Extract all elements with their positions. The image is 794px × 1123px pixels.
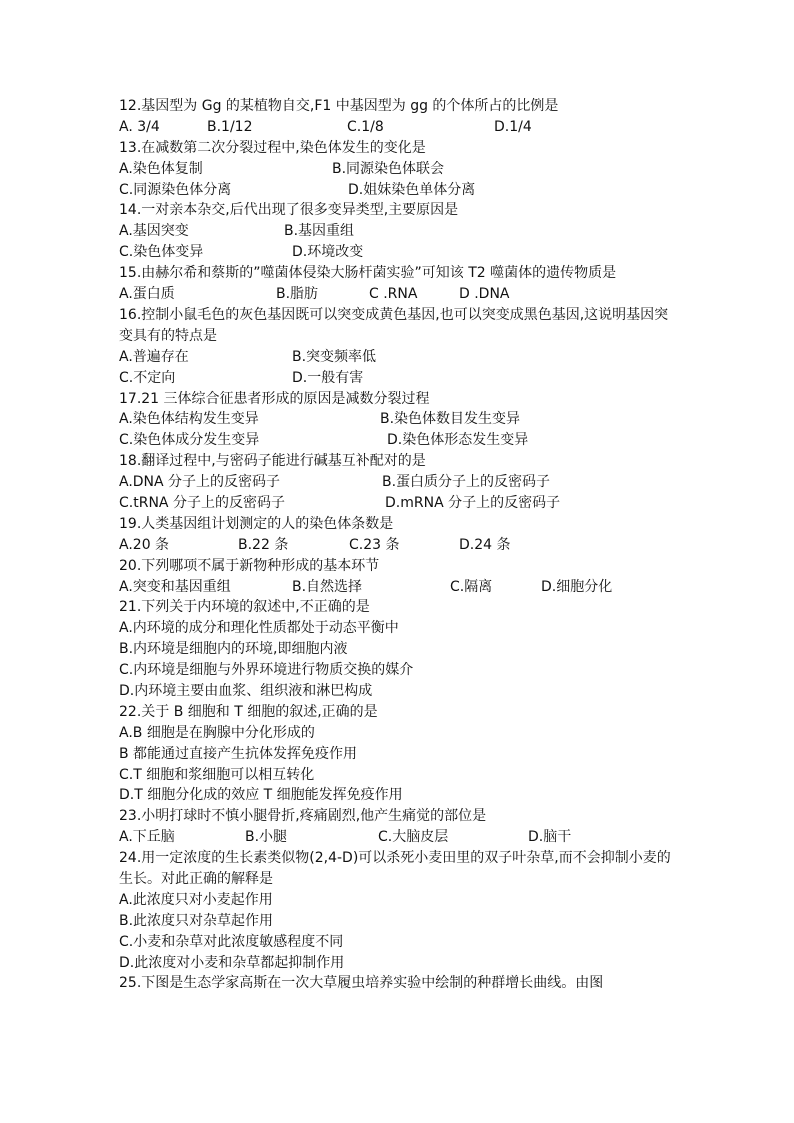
option-b: B.脂肪 [276, 286, 319, 303]
option-d: D.姐妹染色单体分离 [348, 181, 476, 198]
option-b: B 都能通过直接产生抗体发挥免疫作用 [119, 745, 358, 762]
option-d: D.1/4 [494, 118, 532, 135]
question-17-stem: 17.21 三体综合征患者形成的原因是减数分裂过程 [119, 390, 430, 407]
question-12-options [119, 117, 679, 138]
question-20-options [119, 577, 679, 598]
option-c: C.23 条 [349, 536, 400, 553]
option-a: A. 3/4 [119, 118, 160, 135]
question-15-stem: 15.由赫尔希和蔡斯的”噬菌体侵染大肠杆菌实验”可知该 T2 噬菌体的遗传物质是 [119, 265, 617, 282]
option-a: A.下丘脑 [119, 829, 175, 846]
option-c: C.大脑皮层 [378, 829, 449, 846]
option-c: C.不定向 [119, 369, 176, 386]
question-18-stem: 18.翻译过程中,与密码子能进行碱基互补配对的是 [119, 453, 426, 470]
option-d: D.环境改变 [292, 244, 364, 261]
option-b: B.突变频率低 [292, 348, 377, 365]
option-c: C.T 细胞和浆细胞可以相互转化 [119, 766, 315, 783]
question-16-stem: 16.控制小鼠毛色的灰色基因既可以突变成黄色基因,也可以突变成黑色基因,这说明基因突变具有的特点是 [119, 306, 669, 344]
option-a: A.B 细胞是在胸腺中分化形成的 [119, 724, 315, 741]
option-d: D.内环境主要由血浆、组织液和淋巴构成 [119, 682, 373, 699]
question-18-options-row2 [119, 493, 679, 514]
question-17-options-row2 [119, 430, 679, 451]
question-14-stem: 14.一对亲本杂交,后代出现了很多变异类型,主要原因是 [119, 202, 459, 219]
option-b: B.染色体数目发生变异 [380, 411, 521, 428]
question-sheet [119, 96, 679, 994]
question-16-options-row2 [119, 368, 679, 389]
question-13-options-row2 [119, 180, 679, 201]
option-a: A.染色体结构发生变异 [119, 411, 259, 428]
option-a: A.内环境的成分和理化性质都处于动态平衡中 [119, 620, 399, 637]
option-b: B.蛋白质分子上的反密码子 [382, 474, 551, 491]
question-17-options-row1 [119, 409, 679, 430]
option-c: C.小麦和杂草对此浓度敏感程度不同 [119, 933, 344, 950]
option-c: C .RNA [369, 286, 418, 303]
option-d: D.脑干 [528, 829, 572, 846]
option-d: D .DNA [459, 286, 510, 303]
question-14-options-row1 [119, 221, 679, 242]
option-a: A.蛋白质 [119, 286, 175, 303]
question-21-stem: 21.下列关于内环境的叙述中,不正确的是 [119, 599, 370, 616]
option-c: C.1/8 [347, 118, 384, 135]
option-d: D.细胞分化 [541, 578, 613, 595]
question-20-stem: 20.下列哪项不属于新物种形成的基本环节 [119, 557, 380, 574]
option-d: D.此浓度对小麦和杂草都起抑制作用 [119, 954, 345, 971]
option-a: A.DNA 分子上的反密码子 [119, 474, 281, 491]
option-a: A.基因突变 [119, 223, 189, 240]
option-c: C.tRNA 分子上的反密码子 [119, 494, 285, 511]
question-14-options-row2 [119, 242, 679, 263]
question-24-stem: 24.用一定浓度的生长素类似物(2,4-D)可以杀死小麦田里的双子叶杂草,而不会抑制小麦的生长。对此正确的解释是 [119, 850, 671, 888]
option-b: B.内环境是细胞内的环境,即细胞内液 [119, 641, 348, 658]
option-a: A.普遍存在 [119, 348, 189, 365]
option-b: B.小腿 [245, 829, 288, 846]
question-18-options-row1 [119, 472, 679, 493]
question-23-options [119, 827, 679, 848]
option-b: B.自然选择 [292, 578, 363, 595]
question-19-stem: 19.人类基因组计划测定的人的染色体条数是 [119, 515, 394, 532]
question-13-options-row1 [119, 159, 679, 180]
question-19-options [119, 535, 679, 556]
option-c: C.染色体成分发生变异 [119, 432, 260, 449]
option-c: C.隔离 [450, 578, 493, 595]
option-b: B.基因重组 [284, 223, 355, 240]
question-25-stem: 25.下图是生态学家高斯在一次大草履虫培养实验中绘制的种群增长曲线。由图 [119, 975, 604, 992]
question-22-stem: 22.关于 B 细胞和 T 细胞的叙述,正确的是 [119, 703, 378, 720]
option-c: C.染色体变异 [119, 244, 204, 261]
question-16-options-row1 [119, 347, 679, 368]
option-b: B.同源染色体联会 [332, 160, 445, 177]
option-b: B.1/12 [207, 118, 253, 135]
option-d: D.mRNA 分子上的反密码子 [385, 494, 561, 511]
option-d: D.24 条 [459, 536, 511, 553]
option-d: D.一般有害 [292, 369, 364, 386]
option-a: A.20 条 [119, 536, 170, 553]
option-b: B.22 条 [238, 536, 289, 553]
option-d: D.染色体形态发生变异 [387, 432, 529, 449]
option-a: A.染色体复制 [119, 160, 203, 177]
option-a: A.突变和基因重组 [119, 578, 231, 595]
option-d: D.T 细胞分化成的效应 T 细胞能发挥免疫作用 [119, 787, 403, 804]
option-a: A.此浓度只对小麦起作用 [119, 891, 273, 908]
question-13-stem: 13.在减数第二次分裂过程中,染色体发生的变化是 [119, 139, 426, 156]
option-c: C.同源染色体分离 [119, 181, 232, 198]
option-c: C.内环境是细胞与外界环境进行物质交换的媒介 [119, 662, 414, 679]
question-23-stem: 23.小明打球时不慎小腿骨折,疼痛剧烈,他产生痛觉的部位是 [119, 808, 487, 825]
question-15-options [119, 284, 679, 305]
option-b: B.此浓度只对杂草起作用 [119, 912, 274, 929]
question-12-stem: 12.基因型为 Gg 的某植物自交,F1 中基因型为 gg 的个体所占的比例是 [119, 98, 559, 114]
